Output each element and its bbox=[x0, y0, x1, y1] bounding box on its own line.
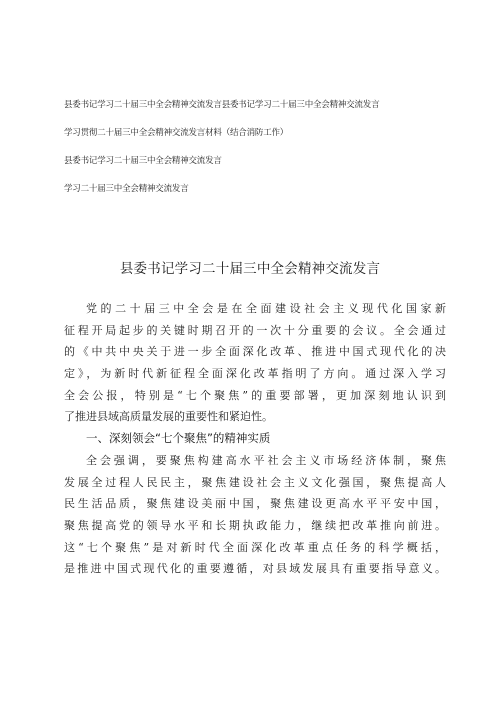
paragraph-2-line: 这“七个聚焦”是对新时代全面深化改革重点任务的科学概括， bbox=[64, 540, 446, 554]
paragraph-2-line: 聚焦提高党的领导水平和长期执政能力，继续把改革推向前进。 bbox=[64, 518, 446, 532]
paragraph-1-line: 定》，为新时代新征程全面深化改革指明了方向。通过深入学习 bbox=[64, 367, 446, 381]
paragraph-2-line: 是推进中国式现代化的重要遵循，对县域发展具有重要指导意义。 bbox=[64, 562, 446, 576]
document-title: 县委书记学习二十届三中全会精神交流发言 bbox=[119, 261, 381, 277]
toc-item[interactable]: 县委书记学习二十届三中全会精神交流发言 bbox=[64, 156, 222, 166]
table-of-contents bbox=[64, 100, 464, 212]
paragraph-1-line: 了推进县域高质量发展的重要性和紧迫性。 bbox=[64, 410, 273, 424]
toc-item[interactable]: 学习二十届三中全会精神交流发言 bbox=[64, 184, 189, 194]
paragraph-2-line: 发展全过程人民民主，聚焦建设社会主义文化强国，聚焦提高人 bbox=[64, 475, 446, 489]
paragraph-1-line: 党的二十届三中全会是在全面建设社会主义现代化国家新 bbox=[86, 302, 446, 315]
paragraph-1-line: 征程开局起步的关键时期召开的一次十分重要的会议。全会通过 bbox=[64, 323, 446, 337]
toc-item[interactable]: 学习贯彻二十届三中全会精神交流发言材料（结合消防工作） bbox=[64, 128, 289, 138]
section-heading: 一、深刻领会“七个聚焦”的精神实质 bbox=[86, 431, 271, 446]
paragraph-2-line: 民生活品质，聚焦建设美丽中国，聚焦建设更高水平平安中国， bbox=[64, 497, 446, 511]
paragraph-2-line: 全会强调，要聚焦构建高水平社会主义市场经济体制，聚焦 bbox=[86, 453, 446, 467]
paragraph-1-line: 的《中共中央关于进一步全面深化改革、推进中国式现代化的决 bbox=[64, 345, 446, 359]
paragraph-1-line: 全会公报，特别是“七个聚焦”的重要部署，更加深刻地认识到 bbox=[64, 388, 446, 402]
document-body bbox=[64, 298, 446, 580]
toc-item[interactable]: 县委书记学习二十届三中全会精神交流发言县委书记学习二十届三中全会精神交流发言 bbox=[64, 100, 380, 110]
